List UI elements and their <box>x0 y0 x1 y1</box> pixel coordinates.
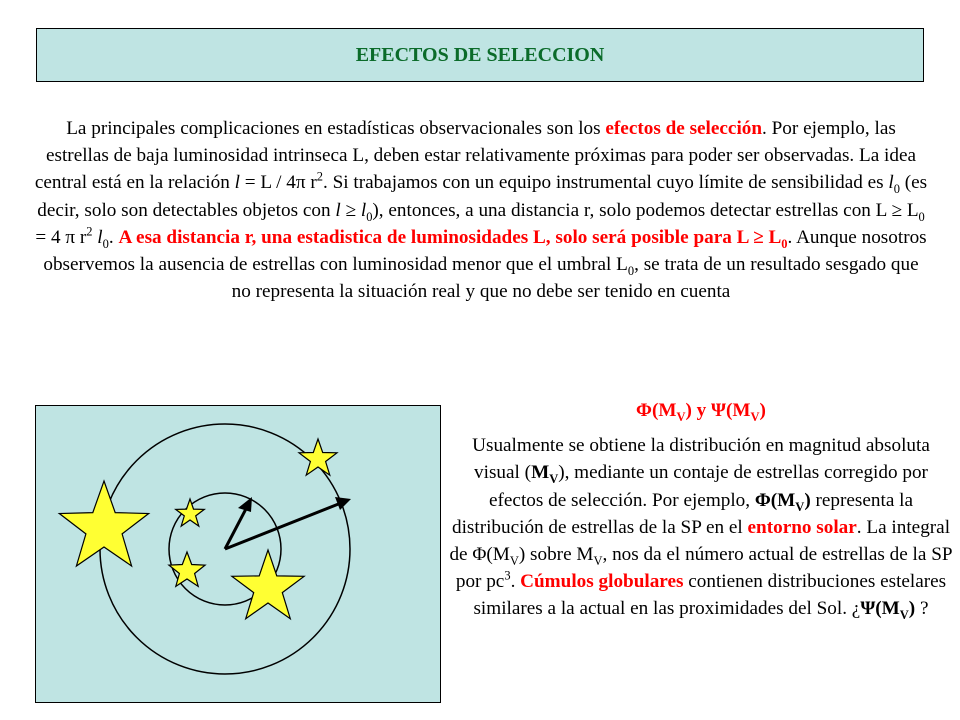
intro-var: l <box>97 226 103 248</box>
right-paragraph: Usualmente se obtiene la distribución en magnitud absoluta visual $(M_V)$, mediante un contaje de estrellas corregido por efectos de selección. Por ejemplo, $\Phi(M_V)$ representa la distribución de estrellas de la SP en el entorno solar. La integral de $\Phi(M_V)$ sobre $M_V$, nos da el número actual de estrellas de la SP por $pc^3$. Cúmulos globulares contienen distribuciones estelares similares a la actual en las proximidades del Sol. ¿$\Psi(M_V)$ ? <box>449 435 953 623</box>
right-column <box>448 397 954 623</box>
star-icon <box>232 550 304 619</box>
star-icon <box>169 552 205 586</box>
title-box <box>36 28 924 82</box>
star-distance-diagram <box>35 405 441 703</box>
intro-sub: 0 <box>102 236 109 251</box>
intro-sup: 2 <box>86 224 93 239</box>
intro-text: (es decir, solo son detectables objetos con <box>37 172 928 221</box>
intro-text: La principales complicaciones en estadísticas observacionales son los <box>66 118 606 139</box>
star-icon <box>176 499 205 526</box>
intro-text: = 4 π r <box>35 226 87 248</box>
intro-var: l <box>234 172 240 194</box>
intro-sub: 0 <box>918 209 925 224</box>
short-arrow-head <box>238 497 252 512</box>
section-heading: $\Phi(M_V)$ y $\Psi(M_V)$ <box>636 400 766 424</box>
intro-text: ≥ <box>340 199 361 221</box>
intro-var: l <box>335 199 341 221</box>
intro-sub: 0 <box>893 182 900 197</box>
intro-text: = L / 4π r <box>239 172 317 194</box>
page-title: EFECTOS DE SELECCION <box>355 43 605 66</box>
intro-sub: 0 <box>627 263 635 278</box>
intro-highlight: A esa distancia r, una estadistica de luminosidades L, solo será posible para $L \ge L_0$ <box>118 226 788 251</box>
intro-highlight: efectos de selección <box>605 118 763 139</box>
intro-text: . Aunque nosotros observemos la ausencia de estrellas con luminosidad menor que el umbral L <box>43 226 927 276</box>
long-arrow-line <box>225 503 341 549</box>
diagram-svg <box>36 406 440 702</box>
star-icon <box>59 481 148 566</box>
intro-paragraph <box>34 115 928 305</box>
intro-text: . Por ejemplo, las estrellas de baja luminosidad intrinseca L, deben estar relativamente próximas para poder ser observadas. La idea central está en la relación <box>34 118 917 194</box>
intro-sub: 0 <box>366 209 373 224</box>
intro-var: l <box>888 172 894 194</box>
intro-text: ), entonces, a una distancia r, solo podemos detectar estrellas con L ≥ L <box>372 199 919 221</box>
intro-var: l <box>360 199 367 221</box>
star-icon <box>299 439 337 475</box>
intro-sup: 2 <box>316 170 323 185</box>
intro-text: . <box>108 226 119 248</box>
intro-text: , se trata de un resultado sesgado que no representa la situación real y que no debe ser tenido en cuenta <box>231 254 919 303</box>
intro-text: . Si trabajamos con un equipo instrumental cuyo límite de sensibilidad es <box>323 172 889 194</box>
